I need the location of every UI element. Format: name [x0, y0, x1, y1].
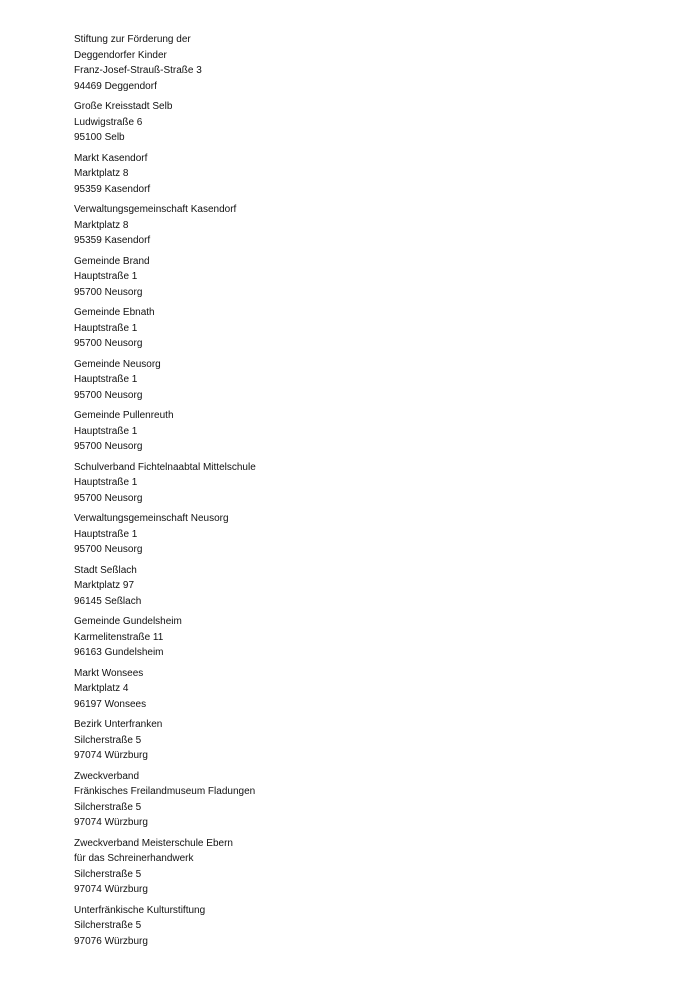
address-line: 95700 Neusorg: [74, 286, 143, 298]
address-line: Silcherstraße 5: [74, 920, 142, 931]
address-line: Unterfränkische Kulturstiftung: [74, 904, 206, 916]
address-entry: [74, 254, 674, 301]
address-line: 97076 Würzburg: [74, 935, 148, 947]
address-line: 96145 Seßlach: [74, 595, 142, 607]
address-line: Gemeinde Neusorg: [74, 358, 161, 370]
address-line: Marktplatz 4: [74, 683, 129, 694]
address-entry: [74, 666, 674, 713]
address-line: Zweckverband Meisterschule Ebern: [74, 837, 233, 849]
address-line: 95359 Kasendorf: [74, 235, 151, 246]
address-line: Große Kreisstadt Selb: [74, 101, 173, 112]
address-line: Gemeinde Gundelsheim: [74, 616, 182, 627]
address-line: Hauptstraße 1: [74, 477, 138, 488]
address-line: Deggendorfer Kinder: [74, 49, 167, 61]
address-line: 95700 Neusorg: [74, 338, 143, 349]
address-line: 95700 Neusorg: [74, 441, 143, 452]
address-entry: [74, 305, 674, 352]
address-entry: [74, 769, 674, 831]
address-line: Bezirk Unterfranken: [74, 719, 163, 730]
address-entry: [74, 563, 674, 610]
address-line: 94469 Deggendorf: [74, 80, 157, 92]
address-line: Verwaltungsgemeinschaft Kasendorf: [74, 204, 237, 215]
address-line: Silcherstraße 5: [74, 734, 142, 746]
address-line: für das Schreinerhandwerk: [74, 853, 194, 864]
address-entry: [74, 614, 674, 661]
address-line: 95700 Neusorg: [74, 389, 143, 401]
address-entry: [74, 836, 674, 898]
address-line: Gemeinde Ebnath: [74, 307, 155, 318]
address-line: Stiftung zur Förderung der: [74, 34, 191, 45]
address-entry: [74, 357, 674, 404]
address-line: Schulverband Fichtelnaabtal Mittelschule: [74, 461, 256, 473]
address-line: Karmelitenstraße 11: [74, 631, 164, 643]
address-line: Markt Wonsees: [74, 667, 144, 679]
address-line: Stadt Seßlach: [74, 564, 137, 576]
address-line: Franz-Josef-Strauß-Straße 3: [74, 65, 202, 76]
address-line: Hauptstraße 1: [74, 271, 138, 282]
address-line: 97074 Würzburg: [74, 884, 148, 895]
address-line: Marktplatz 97: [74, 580, 135, 591]
address-line: Markt Kasendorf: [74, 152, 148, 164]
address-list: [74, 32, 674, 954]
address-entry: [74, 717, 674, 764]
address-line: 96197 Wonsees: [74, 698, 147, 710]
address-entry: [74, 99, 674, 146]
address-entry: [74, 408, 674, 455]
address-line: 95100 Selb: [74, 132, 125, 143]
address-line: Gemeinde Pullenreuth: [74, 410, 174, 421]
address-line: Silcherstraße 5: [74, 801, 142, 813]
address-entry: [74, 202, 674, 249]
address-line: Ludwigstraße 6: [74, 116, 143, 128]
address-line: Fränkisches Freilandmuseum Fladungen: [74, 786, 256, 797]
address-entry: [74, 511, 674, 558]
address-line: Marktplatz 8: [74, 168, 129, 179]
address-entry: [74, 903, 674, 950]
address-line: 95700 Neusorg: [74, 544, 143, 555]
address-line: 95359 Kasendorf: [74, 183, 151, 195]
address-line: 97074 Würzburg: [74, 750, 148, 761]
address-line: Hauptstraße 1: [74, 374, 138, 385]
address-line: Hauptstraße 1: [74, 425, 138, 437]
address-line: Hauptstraße 1: [74, 322, 138, 334]
address-line: Zweckverband: [74, 770, 140, 782]
address-line: Silcherstraße 5: [74, 868, 142, 880]
address-entry: [74, 460, 674, 507]
address-entry: [74, 151, 674, 198]
address-line: Gemeinde Brand: [74, 255, 150, 267]
address-line: 95700 Neusorg: [74, 492, 143, 504]
address-line: 97074 Würzburg: [74, 817, 148, 828]
address-line: Marktplatz 8: [74, 219, 129, 231]
address-line: 96163 Gundelsheim: [74, 647, 164, 658]
address-line: Hauptstraße 1: [74, 528, 138, 540]
address-line: Verwaltungsgemeinschaft Neusorg: [74, 513, 229, 524]
address-entry: [74, 32, 674, 94]
